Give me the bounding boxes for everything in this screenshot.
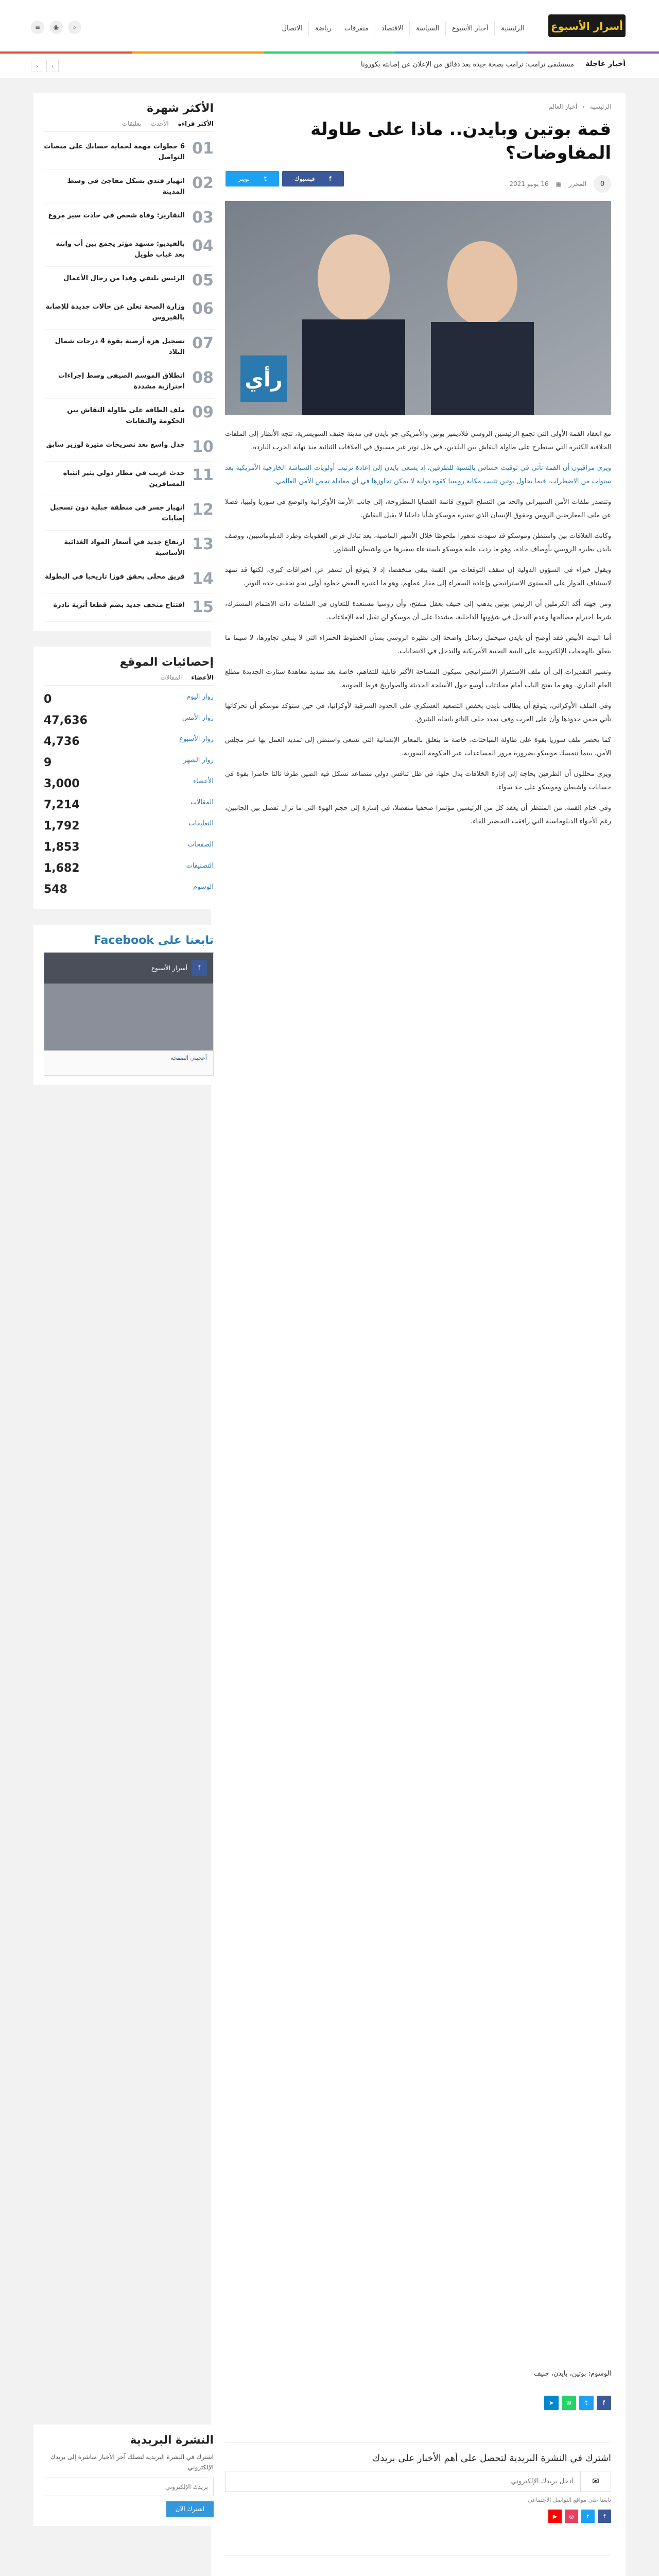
- breadcrumb-section[interactable]: أخبار العالم: [548, 103, 578, 110]
- tab-articles[interactable]: المقالات: [160, 674, 182, 681]
- popular-item[interactable]: 04 بالفيديو: مشهد مؤثر يجمع بين أب وابنه بعد غياب طويل: [44, 232, 214, 267]
- publish-date: 16 يونيو 2021: [509, 180, 549, 188]
- svg-text:أسرار الأسبوع: أسرار الأسبوع: [550, 20, 623, 32]
- popular-item[interactable]: 15 افتتاح متحف جديد يضم قطعا أثرية نادرة: [44, 594, 214, 622]
- twitter-icon[interactable]: t: [581, 2510, 595, 2523]
- stat-row: الوسوم 548: [44, 883, 214, 896]
- newsletter-subscribe-button[interactable]: اشترك الآن: [166, 2501, 214, 2517]
- facebook-page-plugin[interactable]: [44, 952, 214, 1076]
- stats-title: إحصائيات الموقع: [119, 656, 214, 669]
- article-paragraph: وفي الملف الأوكراني، يتوقع أن يطالب بايدن بخفض التصعيد العسكري على الحدود الشرقية لأوكرانيا، في حين ستؤكد موسكو أن تحركاتها تأتي ضمن حدودها وأن على الغرب وقف تمدد حلف الناتو باتجاه الشرق.: [225, 702, 611, 723]
- stat-row: التعليقات 1,792: [44, 820, 214, 833]
- facebook-page-name: أسرار الأسبوع: [151, 964, 187, 972]
- popular-item[interactable]: 13 ارتفاع جديد في أسعار المواد الغذائية الأساسية: [44, 531, 214, 565]
- prev-article-link[interactable]: [418, 2556, 611, 2576]
- newsletter-title: النشرة البريدية: [130, 2434, 214, 2447]
- search-icon[interactable]: ⌕: [68, 21, 81, 34]
- newsletter-email-field[interactable]: [44, 2478, 214, 2496]
- popular-widget: [33, 93, 224, 631]
- popular-item[interactable]: 02 انهيار فندق بشكل مفاجئ في وسط المدينة: [44, 170, 214, 204]
- article-title: قمة بوتين وبايدن.. ماذا على طاولة المفاوضات؟: [310, 119, 611, 163]
- chevron-right-icon[interactable]: ›: [46, 60, 59, 72]
- ticker-label: أخبار عاجلة: [585, 60, 626, 68]
- facebook-widget: [33, 925, 224, 1085]
- newsletter-widget: [33, 2425, 224, 2526]
- tab-members[interactable]: الأعضاء: [191, 674, 214, 681]
- popular-item[interactable]: 11 حدث غريب في مطار دولي يثير انتباه المسافرين: [44, 462, 214, 496]
- subscribe-note: تابعنا على مواقع التواصل الاجتماعي: [528, 2497, 611, 2503]
- youtube-icon[interactable]: ▶: [548, 2510, 562, 2523]
- hero-image: [225, 201, 611, 415]
- follow-icons: [225, 2510, 611, 2523]
- author-name[interactable]: المحرر: [568, 180, 586, 188]
- popular-item[interactable]: 08 انطلاق الموسم الصيفي وسط إجراءات احترازية مشددة: [44, 364, 214, 399]
- stat-row: زوار الشهر 9: [44, 756, 214, 769]
- nav-politics[interactable]: السياسة: [409, 22, 445, 36]
- subscribe-box: [225, 2442, 611, 2523]
- nav-home[interactable]: الرئيسية: [494, 22, 530, 36]
- facebook-like-button[interactable]: أعجبني الصفحة: [170, 1055, 207, 1061]
- header-icons: [31, 21, 81, 34]
- ticker-controls: [31, 60, 59, 72]
- article-paragraph: ويرى محللون أن الطرفين بحاجة إلى إدارة الخلافات بدل حلها، في ظل تنافس دولي متصاعد تشكل فيه الصين طرفا ثالثا حاضرا بقوة في حسابات واشنطن وموسكو على حد سواء.: [225, 770, 611, 791]
- ticker-text[interactable]: مستشفى ترامب: ترامب بصحة جيدة بعد دقائق من الإعلان عن إصابته بكورونا: [361, 61, 574, 69]
- facebook-cover-image: [44, 984, 213, 1050]
- article-paragraph: أما البيت الأبيض فقد أوضح أن بايدن سيحمل رسائل واضحة إلى نظيره الروسي بشأن الخطوط الحمراء التي لا ينبغي تجاوزها، لا سيما ما يتعلق بالهجمات الإلكترونية على البنية التحتية الأمريكية والتدخل في الانتخابات.: [225, 634, 611, 655]
- popular-tabs: [44, 120, 214, 132]
- popular-item[interactable]: 09 ملف الطاقة على طاولة النقاش بين الحكومة والنقابات: [44, 399, 214, 433]
- stat-row: الصفحات 1,853: [44, 841, 214, 854]
- article-paragraph: كما يحضر ملف سوريا بقوة على طاولة المباحثات، خاصة ما يتعلق بالمعابر الإنسانية التي تسعى واشنطن إلى تمديد العمل بها عبر مجلس الأمن، بينما تتمسك موسكو بضرورة مرور المساعدات عبر الحكومة السورية.: [225, 736, 611, 757]
- nav-contact[interactable]: الاتصال: [282, 25, 302, 32]
- tab-comments[interactable]: تعليقات: [122, 120, 142, 127]
- article-paragraph: وتشير التقديرات إلى أن ملف الاستقرار الاستراتيجي سيكون المساحة الأكثر قابلية للتفاهم، خاصة بعد تمديد معاهدة ستارت الجديدة مطلع العام الجاري، وهو ما يفتح الباب أمام محادثات أوسع حول الأسلحة الحديثة والصواريخ فرط الصوتية.: [225, 668, 611, 689]
- facebook-icon[interactable]: f: [598, 2510, 611, 2523]
- facebook-icon: f: [327, 175, 332, 182]
- twitter-icon: t: [262, 175, 267, 182]
- article-paragraph: مع انعقاد القمة الأولى التي تجمع الرئيسين الروسي فلاديمير بوتين والأمريكي جو بايدن في مدينة جنيف السويسرية، تتجه الأنظار إلى الملفات الخلافية الكثيرة التي ستطرح على طاولة النقاش بين البلدين، في ظل توتر غير مسبوق في العلاقات الثنائية منذ نهاية الحرب الباردة.: [225, 430, 611, 451]
- nav-week-news[interactable]: أخبار الأسبوع: [445, 22, 494, 36]
- popular-item[interactable]: 07 تسجيل هزة أرضية بقوة 4 درجات شمال البلاد: [44, 330, 214, 364]
- tab-most-read[interactable]: الأكثر قراءة: [178, 120, 214, 127]
- chevron-left-icon[interactable]: ‹: [31, 60, 43, 72]
- article-paragraph: ومن جهته أكد الكرملين أن الرئيس بوتين يذهب إلى جنيف بعقل منفتح، وأن روسيا مستعدة للتعاون في الملفات ذات الاهتمام المشترك، شرط احترام مصالحها وعدم التدخل في شؤونها الداخلية، مشددا على أن موسكو لن تقبل لغة الإملاءات.: [225, 600, 611, 621]
- stat-row: زوار الأسبوع 4,736: [44, 735, 214, 748]
- views-count: 0: [594, 175, 611, 193]
- calendar-icon: ▦: [556, 180, 562, 188]
- popular-item[interactable]: 10 جدل واسع بعد تصريحات مثيرة لوزير سابق: [44, 433, 214, 462]
- popular-item[interactable]: 01 6 خطوات مهمة لحماية حسابك على منصات التواصل: [44, 135, 214, 170]
- popular-item[interactable]: 03 التقارير: وفاة شخص في حادث سير مروع: [44, 204, 214, 232]
- newsletter-text: اشترك في النشرة البريدية لتصلك آخر الأخبار مباشرة إلى بريدك الإلكتروني: [50, 2453, 214, 2471]
- next-article-link[interactable]: [225, 2556, 418, 2576]
- prev-next-nav: [225, 2555, 611, 2576]
- popular-item[interactable]: 06 وزارة الصحة تعلن عن حالات جديدة للإصابة بالفيروس: [44, 295, 214, 330]
- main-nav: [276, 22, 530, 36]
- site-header: [0, 0, 659, 52]
- subscribe-title: اشترك في النشرة البريدية لتحصل على أهم الأخبار على بريدك: [372, 2453, 611, 2464]
- breaking-ticker: [0, 54, 659, 78]
- article-body: [225, 428, 611, 836]
- instagram-icon[interactable]: ◎: [565, 2510, 578, 2523]
- facebook-widget-title: تابعنا على Facebook: [93, 934, 214, 947]
- article-paragraph: وكانت العلاقات بين واشنطن وموسكو قد شهدت تدهورا ملحوظا خلال الأشهر الماضية، بعد تبادل فرض العقوبات وطرد الدبلوماسيين، ووصف بايدن نظيره الروسي بأوصاف حادة، وهو ما ردت عليه موسكو باستدعاء سفيرها من واشنطن للتشاور.: [225, 532, 611, 553]
- share-facebook-button[interactable]: f فيسبوك: [282, 171, 344, 187]
- share-twitter-button[interactable]: t تويتر: [226, 171, 279, 187]
- facebook-icon: f: [192, 960, 207, 976]
- menu-icon[interactable]: ≡: [31, 21, 44, 34]
- stat-row: التصنيفات 1,682: [44, 862, 214, 875]
- popular-item[interactable]: 14 فريق محلي يحقق فوزا تاريخيا في البطولة: [44, 565, 214, 594]
- popular-title: الأكثر شهرة: [147, 102, 214, 115]
- svg-text:رأي: رأي: [245, 368, 283, 392]
- article-container: [211, 93, 626, 2576]
- sidebar: [33, 93, 224, 2541]
- user-icon[interactable]: ◉: [49, 21, 63, 34]
- nav-economy[interactable]: الاقتصاد: [375, 22, 409, 36]
- whatsapp-icon[interactable]: w: [562, 2396, 576, 2410]
- share-bottom: [544, 2396, 611, 2410]
- stat-row: المقالات 7,214: [44, 799, 214, 811]
- stats-tabs: [44, 674, 214, 686]
- twitter-icon[interactable]: t: [579, 2396, 594, 2410]
- article-paragraph: وتتصدر ملفات الأمن السيبراني والحد من التسلح النووي قائمة القضايا المطروحة، إلى جانب الأزمة الأوكرانية والوضع في سوريا وليبيا، فضلا عن ملف المعارضين الروس وحقوق الإنسان الذي تعتبره موسكو شأنا داخليا لا يقبل النقاش.: [225, 498, 611, 519]
- tab-latest[interactable]: الأحدث: [150, 120, 169, 127]
- facebook-icon[interactable]: f: [597, 2396, 611, 2410]
- nav-misc[interactable]: متفرقات: [338, 22, 375, 36]
- share-buttons: [226, 171, 344, 187]
- article-paragraph: وفي ختام القمة، من المنتظر أن يعقد كل من الرئيسين مؤتمرا صحفيا منفصلا، في إشارة إلى حجم الهوة التي ما تزال تفصل بين الجانبين، رغم الأجواء الدبلوماسية التي رافقت التحضير للقاء.: [225, 804, 611, 825]
- telegram-icon[interactable]: ➤: [544, 2396, 559, 2410]
- article-meta: [509, 175, 611, 193]
- popular-item[interactable]: 05 الرئيس يلتقي وفدا من رجال الأعمال: [44, 267, 214, 295]
- popular-item[interactable]: 12 انهيار جسر في منطقة جبلية دون تسجيل إصابات: [44, 496, 214, 531]
- subscribe-button[interactable]: ✉: [580, 2471, 611, 2492]
- article-paragraph: ويقول خبراء في الشؤون الدولية إن سقف التوقعات من القمة يبقى منخفضا، إذ لا يتوقع أن تسفر عن اختراقات كبرى، لكنها قد تمهد لاستئناف الحوار على المستوى الاستراتيجي وإعادة السفراء إلى مقار عملهم، وهو ما اعتبره البعض خطوة أولى نحو تخفيف حدة التوتر.: [225, 566, 611, 587]
- article-paragraph: ويرى مراقبون أن القمة تأتي في توقيت حساس بالنسبة للطرفين، إذ يسعى بايدن إلى إعادة ترتيب أولويات السياسة الخارجية الأمريكية بعد سنوات من الاضطراب، فيما يحاول بوتين تثبيت مكانة روسيا كقوة دولية لا يمكن تجاوزها في أي معادلة تخص الأمن العالمي.: [225, 464, 611, 485]
- tag-list[interactable]: بوتين، بايدن، جنيف: [534, 2370, 586, 2378]
- stat-row: الأعضاء 3,000: [44, 777, 214, 790]
- stat-row: زوار اليوم 0: [44, 693, 214, 706]
- nav-sports[interactable]: رياضة: [308, 22, 338, 36]
- article-tags: الوسوم: بوتين، بايدن، جنيف: [534, 2370, 611, 2378]
- stat-row: زوار الأمس 47,636: [44, 714, 214, 727]
- stats-widget: [33, 647, 224, 909]
- breadcrumb-home[interactable]: الرئيسية: [589, 103, 611, 110]
- email-field[interactable]: [225, 2471, 580, 2492]
- site-logo[interactable]: [548, 11, 626, 40]
- breadcrumb: الرئيسية › أخبار العالم: [548, 103, 611, 110]
